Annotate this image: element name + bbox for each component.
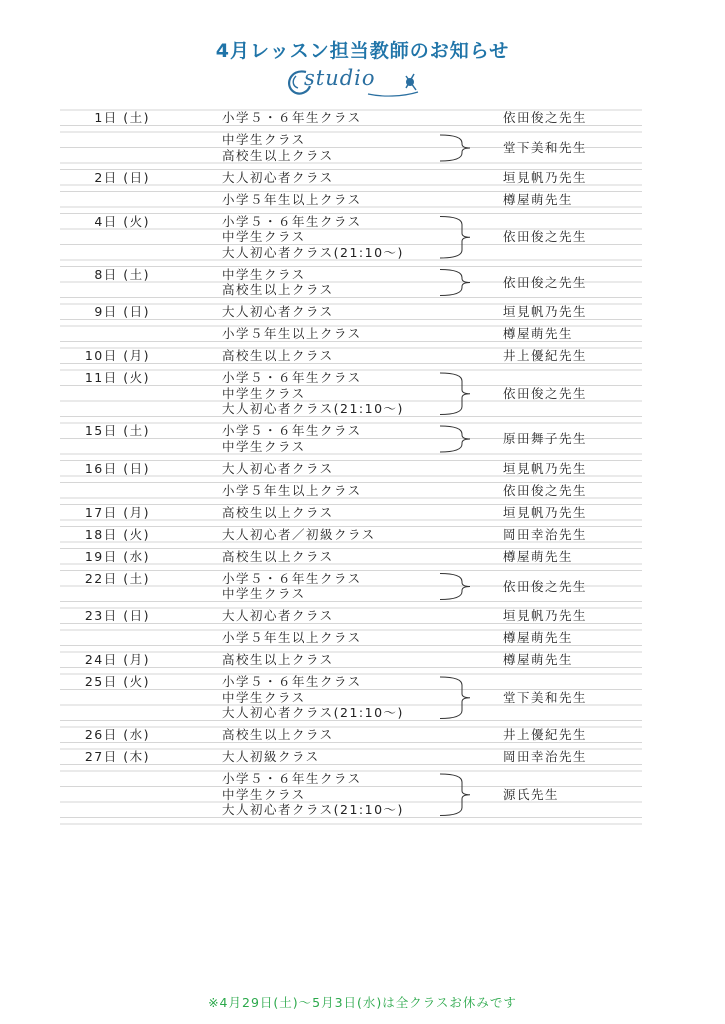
entry-class: 小学５年生以上クラス [222, 630, 362, 645]
entry-class: 小学５・６年生クラス [222, 110, 362, 125]
brace-icon [440, 774, 470, 816]
brace-icon [440, 574, 470, 600]
entry-teacher: 垣見帆乃先生 [503, 169, 588, 185]
entry-class: 高校生以上クラス [222, 652, 334, 667]
entry-class: 中学生クラス [222, 385, 306, 401]
entry-teacher: 岡田幸治先生 [503, 526, 588, 542]
entry-class: 大人初心者クラス(21:10〜) [222, 802, 404, 817]
entry-teacher: 井上優紀先生 [503, 727, 588, 742]
entry-teacher: 樽屋萌先生 [503, 652, 574, 667]
entry-teacher: 樽屋萌先生 [503, 326, 574, 341]
entry-class: 大人初心者クラス [222, 608, 334, 623]
entry-class: 小学５・６年生クラス [222, 674, 362, 689]
entry-class: 大人初心者クラス [222, 304, 334, 319]
entry-date: 18日 (火) [84, 526, 150, 542]
entry-date: 2日 (日) [94, 169, 150, 185]
entry-class: 大人初心者クラス(21:10〜) [222, 401, 404, 416]
entry-date: 8日 (土) [94, 266, 150, 282]
entry-class: 高校生以上クラス [222, 548, 334, 564]
entry-teacher: 垣見帆乃先生 [503, 504, 588, 520]
entry-class: 小学５年生以上クラス [222, 326, 362, 341]
entry-class: 高校生以上クラス [222, 348, 334, 363]
brace-icon [440, 217, 470, 259]
entry-date: 19日 (水) [84, 548, 150, 564]
entry-class: 中学生クラス [222, 266, 306, 282]
entry-class: 高校生以上クラス [222, 727, 334, 742]
entry-date: 25日 (火) [84, 674, 150, 689]
entry-date: 17日 (月) [84, 504, 150, 520]
entry-class: 高校生以上クラス [222, 147, 334, 163]
entry-class: 高校生以上クラス [222, 504, 334, 520]
entry-date: 27日 (木) [84, 749, 150, 764]
brace-icon [440, 677, 470, 719]
entry-date: 4日 (火) [94, 213, 150, 229]
entry-teacher: 垣見帆乃先生 [503, 460, 588, 476]
entry-teacher: 依田俊之先生 [503, 229, 588, 245]
entry-teacher: 依田俊之先生 [503, 578, 588, 594]
entry-date: 15日 (土) [84, 423, 150, 438]
entry-class: 大人初心者クラス [222, 460, 334, 476]
entry-teacher: 堂下美和先生 [503, 689, 588, 705]
entry-teacher: 井上優紀先生 [503, 348, 588, 363]
page-title: 4月レッスン担当教師のお知らせ [215, 40, 510, 62]
entry-class: 大人初級クラス [222, 749, 320, 764]
entry-class: 小学５年生以上クラス [222, 482, 362, 498]
entry-class: 小学５・６年生クラス [222, 213, 362, 229]
entry-class: 中学生クラス [222, 229, 306, 244]
entry-class: 高校生以上クラス [222, 282, 334, 297]
entry-teacher: 岡田幸治先生 [503, 749, 588, 764]
entry-date: 10日 (月) [84, 348, 150, 363]
entry-date: 22日 (土) [84, 570, 150, 586]
entry-date: 9日 (日) [94, 304, 150, 319]
brace-icon [440, 426, 470, 452]
entry-class: 小学５・６年生クラス [222, 370, 362, 385]
entry-teacher: 樽屋萌先生 [503, 191, 574, 207]
entry-date: 1日 (土) [94, 110, 150, 125]
entry-class: 小学５・６年生クラス [222, 423, 362, 438]
entry-date: 16日 (日) [84, 460, 150, 476]
entry-teacher: 垣見帆乃先生 [503, 304, 588, 319]
entry-date: 11日 (火) [84, 370, 150, 385]
entry-teacher: 樽屋萌先生 [503, 630, 574, 645]
brace-icon [440, 135, 470, 161]
entry-date: 23日 (日) [84, 608, 150, 623]
holiday-note: ※4月29日(土)〜5月3日(水)は全クラスお休みです [208, 995, 517, 1010]
entry-teacher: 原田舞子先生 [503, 431, 588, 446]
entry-class: 中学生クラス [222, 689, 306, 705]
brace-icon [440, 270, 470, 296]
entry-class: 小学５年生以上クラス [222, 191, 362, 207]
entry-teacher: 樽屋萌先生 [503, 548, 574, 564]
entry-class: 大人初心者クラス(21:10〜) [222, 244, 404, 260]
entry-teacher: 堂下美和先生 [503, 140, 588, 155]
brace-icon [440, 373, 470, 415]
entry-date: 26日 (水) [84, 727, 150, 742]
entry-teacher: 依田俊之先生 [503, 274, 588, 290]
entry-class: 中学生クラス [222, 786, 306, 802]
entry-teacher: 垣見帆乃先生 [503, 608, 588, 623]
entry-date: 24日 (月) [84, 652, 150, 667]
entry-class: 中学生クラス [222, 586, 306, 601]
entry-teacher: 依田俊之先生 [503, 482, 588, 498]
logo-text: studio [304, 66, 376, 90]
entry-teacher: 依田俊之先生 [503, 110, 588, 125]
entry-class: 小学５・６年生クラス [222, 771, 362, 786]
entry-class: 大人初心者／初級クラス [222, 526, 376, 542]
entry-teacher: 依田俊之先生 [503, 385, 588, 401]
entry-class: 小学５・６年生クラス [222, 570, 362, 586]
entry-class: 大人初心者クラス(21:10〜) [222, 705, 404, 720]
entry-class: 中学生クラス [222, 438, 306, 454]
entry-teacher: 源氏先生 [503, 786, 560, 802]
entry-class: 大人初心者クラス [222, 169, 334, 185]
entry-class: 中学生クラス [222, 132, 306, 147]
